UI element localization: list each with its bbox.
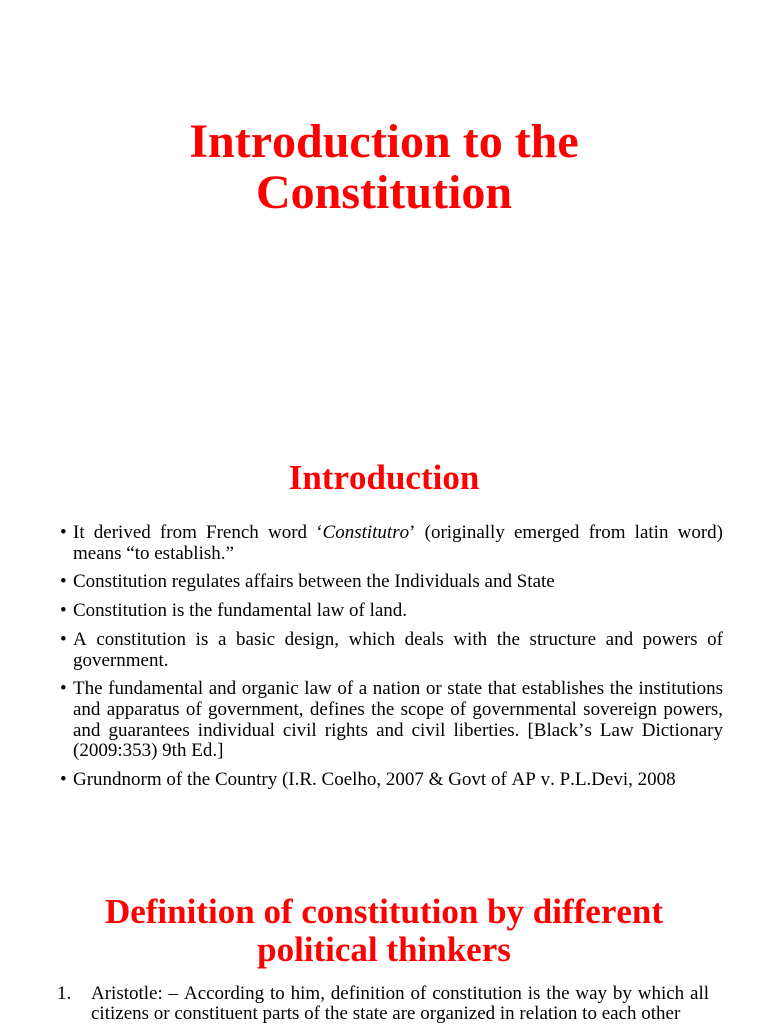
italic-term: Constitutro [322,522,410,543]
item-text: Aristotle: – According to him, definition of constitution is the way by which all citizens or constituent parts of the state are organized in relation to each other [91,983,709,1024]
bullet-text [73,522,723,564]
bullet-item [60,600,723,622]
bullet-marker: • [60,628,67,650]
bullet-marker: • [60,600,67,622]
bullet-marker: • [60,522,67,543]
bullet-marker: • [60,678,67,700]
bullet-marker: • [60,769,67,791]
introduction-heading: Introduction [288,458,480,497]
bullet-text: The fundamental and organic law of a nation or state that establishes the institutions and apparatus of government, defines the scope of governmental sovereign powers, and guarantees individual civil rights and civil liberties. [Black’s Law Dictionary (2009:353) 9th Ed.] [73,678,723,762]
numbered-item [57,983,709,1024]
numbered-list [57,983,709,1024]
bullet-list [60,522,723,799]
bullet-text: Constitution is the fundamental law of land. [73,600,408,622]
bullet-item [60,628,723,671]
bullet-text-start: It derived from French word ‘ [73,522,323,543]
bullet-text-end: ’ (originally emerged from latin word) means “to establish.” [73,522,723,564]
bullet-item [60,522,723,564]
document-title: Introduction to the Constitution [189,115,579,219]
bullet-text: Grundnorm of the Country (I.R. Coelho, 2007 & Govt of AP v. P.L.Devi, 2008 [73,769,676,791]
definition-heading: Definition of constitution by different political thinkers [104,892,664,969]
bullet-item [60,769,723,791]
bullet-item [60,678,723,762]
item-number: 1. [57,983,72,1004]
bullet-item [60,571,723,593]
bullet-marker: • [60,571,67,593]
bullet-text: A constitution is a basic design, which deals with the structure and powers of government. [73,628,723,671]
bullet-text: Constitution regulates affairs between the Individuals and State [73,571,555,593]
